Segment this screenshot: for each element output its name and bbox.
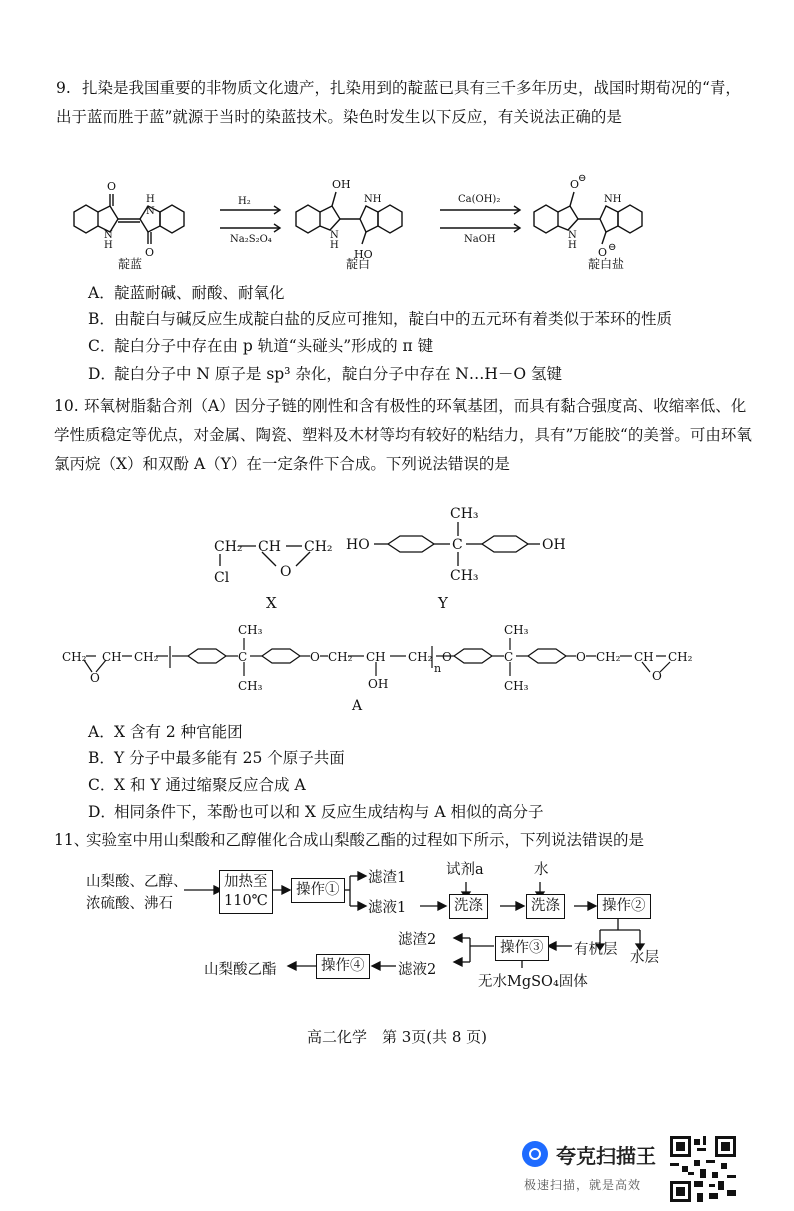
atom-oh: OH xyxy=(332,178,351,191)
atom-h: H xyxy=(330,240,339,251)
a-ch3-top: CH₃ xyxy=(238,623,263,637)
product: 山梨酸乙酯 xyxy=(204,962,277,978)
a-repeat-n: n xyxy=(434,662,442,675)
x-ch: CH xyxy=(258,539,281,555)
atom-o: O xyxy=(145,246,155,259)
wash-box-2: 洗涤 xyxy=(526,894,565,919)
a-ch2: CH₂ xyxy=(596,650,621,664)
question-number: 11、 xyxy=(54,831,90,849)
heat-box: 加热至 110℃ xyxy=(219,870,273,914)
water-layer: 水层 xyxy=(630,950,659,966)
arrow1-top-reagent: H₂ xyxy=(238,196,251,207)
a-ether-o: O xyxy=(310,650,320,664)
residue2: 滤渣2 xyxy=(398,932,437,948)
scanner-logo-icon xyxy=(522,1141,548,1167)
leuco-salt-label: 靛白盐 xyxy=(588,257,625,271)
q10-option-d: D．相同条件下，苯酚也可以和 X 反应生成结构与 A 相似的高分子 xyxy=(88,803,544,821)
op3-box: 操作③ xyxy=(495,936,549,961)
organic-layer: 有机层 xyxy=(574,942,618,958)
charge-minus: ⊖ xyxy=(578,173,587,184)
atom-o: O xyxy=(570,178,580,191)
y-c: C xyxy=(452,537,463,553)
a-c: C xyxy=(238,650,248,664)
op2-box: 操作② xyxy=(597,894,651,919)
reagent-a: 试剂a xyxy=(446,862,484,878)
a-c: C xyxy=(504,650,514,664)
atom-o: O xyxy=(598,246,608,259)
arrow2-top-reagent: Ca(OH)₂ xyxy=(458,194,501,205)
a-epoxy-o: O xyxy=(90,671,100,685)
q9-option-b: B．由靛白与碱反应生成靛白盐的反应可推知，靛白中的五元环有着类似于苯环的性质 xyxy=(88,310,673,328)
a-ch3-bottom: CH₃ xyxy=(238,679,263,693)
y-oh: OH xyxy=(542,537,566,553)
arrow2-bottom-reagent: NaOH xyxy=(464,234,496,245)
question-number: 9. xyxy=(56,79,71,97)
a-ch2: CH₂ xyxy=(62,650,87,664)
x-ch2: CH₂ xyxy=(304,539,333,555)
a-ch2: CH₂ xyxy=(408,650,433,664)
a-ch3-top: CH₃ xyxy=(504,623,529,637)
a-ch2: CH₂ xyxy=(328,650,353,664)
question-9-stem xyxy=(56,74,756,132)
water-in: 水 xyxy=(534,862,549,878)
a-ch3-bottom: CH₃ xyxy=(504,679,529,693)
x-ch2: CH₂ xyxy=(214,539,243,555)
q10-option-a: A．X 含有 2 种官能团 xyxy=(88,723,243,741)
atom-nh: NH xyxy=(364,194,382,205)
question-number: 10. xyxy=(54,397,79,415)
q10-option-b: B．Y 分子中最多能有 25 个原子共面 xyxy=(88,749,345,767)
filtrate2: 滤液2 xyxy=(398,962,437,978)
question-text: 实验室中用山梨酸和乙醇催化合成山梨酸乙酯的过程如下所示，下列说法错误的是 xyxy=(86,831,645,849)
question-text: 环氧树脂黏合剂（A）因分子链的刚性和含有极性的环氧基团，而具有黏合强度高、收缩率低、化学性质稳定等优点，对金属、陶瓷、塑料及木材等均有较好的粘结力，具有”万能胶“的美誉。可由环氧氯丙烷（X）和双酚 A（Y）在一定条件下合成。下列说法错误的是 xyxy=(54,397,752,473)
a-label: A xyxy=(352,698,363,714)
y-ho: HO xyxy=(346,537,370,553)
filtrate1: 滤液1 xyxy=(368,900,407,916)
wash-box-1: 洗涤 xyxy=(449,894,488,919)
charge-minus: ⊖ xyxy=(608,242,617,253)
polymer-a-structure xyxy=(58,620,748,716)
x-epoxy-o: O xyxy=(280,564,292,580)
y-ch3-bottom: CH₃ xyxy=(450,568,479,584)
qr-code-icon xyxy=(670,1136,736,1202)
atom-h: H xyxy=(104,240,113,251)
a-ch2: CH₂ xyxy=(668,650,693,664)
q9-option-a: A．靛蓝耐碱、耐酸、耐氧化 xyxy=(88,284,285,302)
op1-box: 操作① xyxy=(291,878,345,903)
reagents-line2: 浓硫酸、沸石 xyxy=(86,896,173,912)
a-ch: CH xyxy=(366,650,386,664)
a-ether-o: O xyxy=(442,650,452,664)
atom-n: N xyxy=(146,206,155,217)
arrow1-bottom-reagent: Na₂S₂O₄ xyxy=(230,234,272,245)
atom-h: H xyxy=(568,240,577,251)
y-ch3-top: CH₃ xyxy=(450,506,479,522)
atom-n: N xyxy=(104,230,113,241)
a-ether-o: O xyxy=(576,650,586,664)
page-footer: 高二化学 第 3页(共 8 页) xyxy=(306,1028,488,1046)
a-oh: OH xyxy=(368,677,389,691)
x-label: X xyxy=(266,594,277,612)
atom-nh: NH xyxy=(604,194,622,205)
q10-option-c: C．X 和 Y 通过缩聚反应合成 A xyxy=(88,776,306,794)
atom-o: O xyxy=(107,180,117,193)
residue1: 滤渣1 xyxy=(368,870,407,886)
reagents-line1: 山梨酸、乙醇、 xyxy=(86,874,188,890)
question-10-stem xyxy=(54,392,759,479)
a-ch: CH xyxy=(102,650,122,664)
x-cl: Cl xyxy=(214,570,230,586)
atom-n: N xyxy=(568,230,577,241)
a-ch: CH xyxy=(634,650,654,664)
leucoindigo-label: 靛白 xyxy=(346,257,371,271)
scanner-tagline: 极速扫描，就是高效 xyxy=(524,1178,642,1192)
x-y-structures xyxy=(200,500,580,612)
scanner-brand-name: 夸克扫描王 xyxy=(556,1144,656,1168)
a-ch2: CH₂ xyxy=(134,650,159,664)
a-epoxy-o: O xyxy=(652,669,662,683)
op4-box: 操作④ xyxy=(316,954,370,979)
y-label: Y xyxy=(438,594,448,612)
indigo-label: 靛蓝 xyxy=(118,257,143,271)
indigo-reaction-scheme xyxy=(60,172,730,272)
drying-agent: 无水MgSO₄固体 xyxy=(478,974,588,990)
atom-n: N xyxy=(330,230,339,241)
scanner-watermark xyxy=(520,1138,660,1202)
q9-option-c: C．靛白分子中存在由 p 轨道“头碰头”形成的 π 键 xyxy=(88,337,434,355)
q9-option-d: D．靛白分子中 N 原子是 sp³ 杂化，靛白分子中存在 N…H－O 氢键 xyxy=(88,365,563,383)
atom-ho: HO xyxy=(354,248,373,261)
atom-h: H xyxy=(146,194,155,205)
question-text: 扎染是我国重要的非物质文化遗产，扎染用到的靛蓝已具有三千多年历史，战国时期荀况的“青，出于蓝而胜于蓝”就源于当时的染蓝技术。染色时发生以下反应，有关说法正确的是 xyxy=(56,79,741,126)
